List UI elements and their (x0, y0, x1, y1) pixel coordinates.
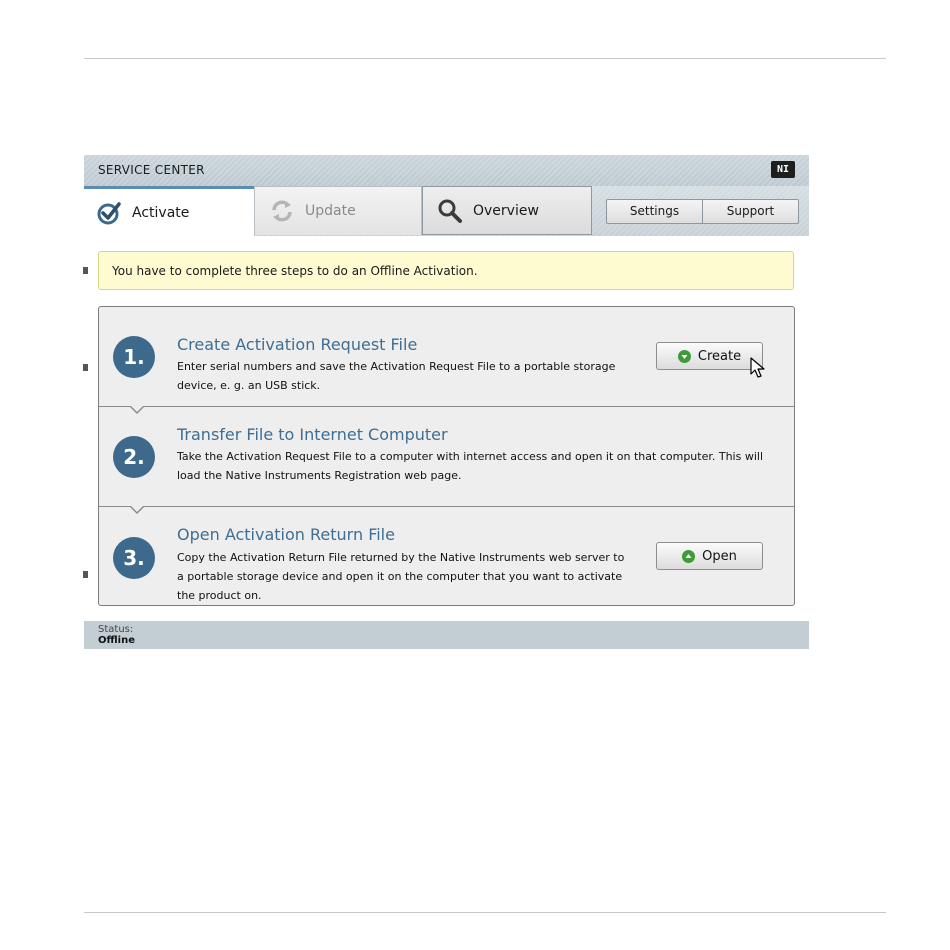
status-label: Status: (98, 624, 134, 635)
checkmark-icon (96, 200, 122, 226)
steps-panel (98, 306, 795, 606)
tab-overview-label: Overview (473, 202, 539, 219)
open-button-label: Open (702, 548, 737, 564)
step-number-badge: 3. (113, 537, 155, 579)
step-description: Enter serial numbers and save the Activation Request File to a portable storage device, e. g. an USB stick. (177, 360, 616, 392)
margin-callout-marker (83, 267, 88, 274)
step-description: Take the Activation Request File to a computer with internet access and open it on that computer. This will load the Native Instruments Registration web page. (177, 450, 763, 482)
tab-update[interactable] (254, 186, 422, 235)
tab-update-label: Update (305, 203, 356, 219)
step-title: Transfer File to Internet Computer (177, 425, 448, 444)
up-arrow-circle-icon (682, 550, 695, 563)
open-button[interactable] (656, 542, 763, 570)
status-bar (84, 621, 809, 649)
tab-activate-label: Activate (132, 204, 190, 221)
margin-callout-marker (83, 364, 88, 371)
step-connector-notch (129, 506, 145, 514)
tab-overview[interactable] (422, 186, 592, 235)
refresh-icon (269, 198, 295, 224)
settings-button[interactable]: Settings (629, 204, 680, 218)
create-button[interactable] (656, 342, 763, 370)
magnifier-icon (437, 198, 463, 224)
tab-bar (84, 186, 809, 236)
step-number-badge: 1. (113, 336, 155, 378)
offline-activation-notice: You have to complete three steps to do an Offline Activation. (98, 251, 794, 290)
step-title: Open Activation Return File (177, 525, 395, 544)
window-title: SERVICE CENTER (98, 163, 205, 177)
step-title: Create Activation Request File (177, 335, 418, 354)
step-3 (99, 506, 794, 606)
status-value: Offline (98, 635, 135, 646)
step-connector-notch (129, 406, 145, 414)
step-number-badge: 2. (113, 436, 155, 478)
service-center-window (84, 155, 809, 649)
mouse-pointer-icon (750, 357, 766, 379)
margin-callout-marker (83, 571, 88, 578)
ni-logo: NI (771, 161, 795, 178)
page-top-rule (84, 58, 886, 59)
create-button-label: Create (697, 348, 742, 364)
support-button[interactable]: Support (702, 200, 798, 223)
title-bar (84, 155, 809, 186)
step-description: Copy the Activation Return File returned by the Native Instruments web server to a portable storage device and open it on the computer that you want to activate the product on. (177, 551, 625, 602)
tab-activate[interactable] (84, 186, 254, 236)
step-1 (99, 307, 794, 406)
down-arrow-circle-icon (678, 350, 691, 363)
header-button-group (606, 199, 799, 224)
page-bottom-rule (84, 912, 886, 913)
step-2 (99, 406, 794, 506)
